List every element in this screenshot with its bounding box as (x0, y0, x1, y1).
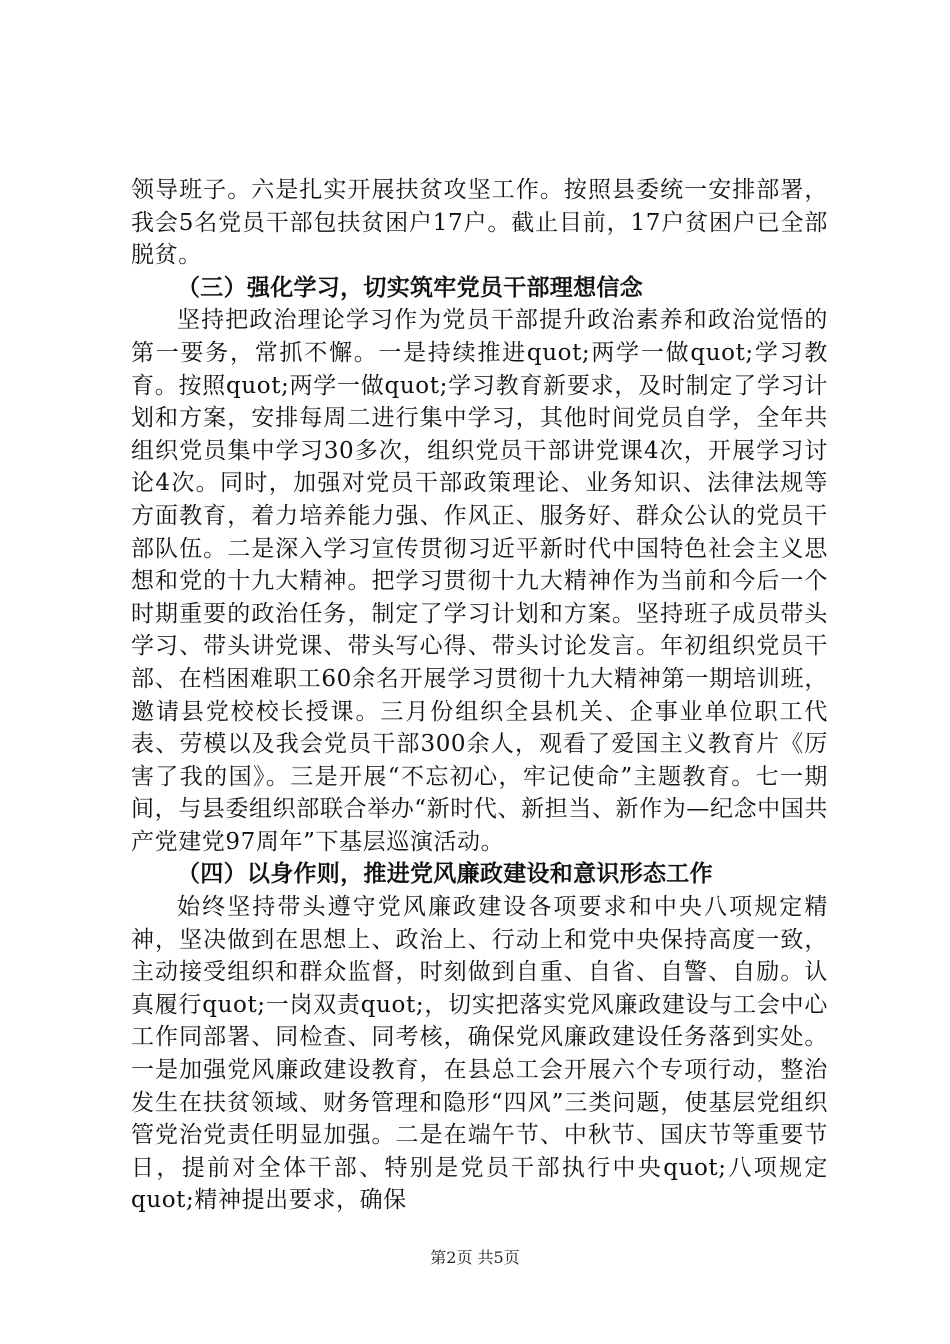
section-heading-4: （四）以身作则，推进党风廉政建设和意识形态工作 (177, 861, 713, 888)
paragraph-study: 坚持把政治理论学习作为党员干部提升政治素养和政治觉悟的第一要务，常抓不懈。一是持续推进quot;两学一做quot;学习教育。按照quot;两学一做quot;学习教育新要求，及时制定了学习计划和方案，安排每周二进行集中学习，其他时间党员自学，全年共组织党员集中学习30多次，组织党员干部讲党课4次，开展学习讨论4次。同时，加强对党员干部政策理论、业务知识、法律法规等方面教育，着力培养能力强、作风正、服务好、群众公认的党员干部队伍。二是深入学习宣传贯彻习近平新时代中国特色社会主义思想和党的十九大精神。把学习贯彻十九大精神作为当前和今后一个时期重要的政治任务，制定了学习计划和方案。坚持班子成员带头学习、带头讲党课、带头写心得、带头讨论发言。年初组织党员干部、在档困难职工60余名开展学习贯彻十九大精神第一期培训班，邀请县党校校长授课。三月份组织全县机关、企事业单位职工代表、劳模以及我会党员干部300余人，观看了爱国主义教育片《厉害了我的国》。三是开展“不忘初心，牢记使命”主题教育。七一期间，与县委组织部联合举办“新时代、新担当、新作为—纪念中国共产党建党97周年”下基层巡演活动。 (131, 307, 828, 855)
document-body (131, 174, 828, 1217)
page-number-footer: 第2页 共5页 (430, 1248, 520, 1267)
paragraph-integrity: 始终坚持带头遵守党风廉政建设各项要求和中央八项规定精神，坚决做到在思想上、政治上、行动上和党中央保持高度一致，主动接受组织和群众监督，时刻做到自重、自省、自警、自励。认真履行quot;一岗双责quot;，切实把落实党风廉政建设与工会中心工作同部署、同检查、同考核，确保党风廉政建设任务落到实处。一是加强党风廉政建设教育，在县总工会开展六个专项行动，整治发生在扶贫领域、财务管理和隐形“四风”三类问题，使基层党组织管党治党责任明显加强。二是在端午节、中秋节、国庆节等重要节日，提前对全体干部、特别是党员干部执行中央quot;八项规定quot;精神提出要求，确保 (131, 894, 828, 1214)
paragraph-continuation: 领导班子。六是扎实开展扶贫攻坚工作。按照县委统一安排部署，我会5名党员干部包扶贫困户17户。截止目前，17户贫困户已全部脱贫。 (131, 177, 828, 269)
section-heading-3: （三）强化学习，切实筑牢党员干部理想信念 (177, 274, 643, 301)
